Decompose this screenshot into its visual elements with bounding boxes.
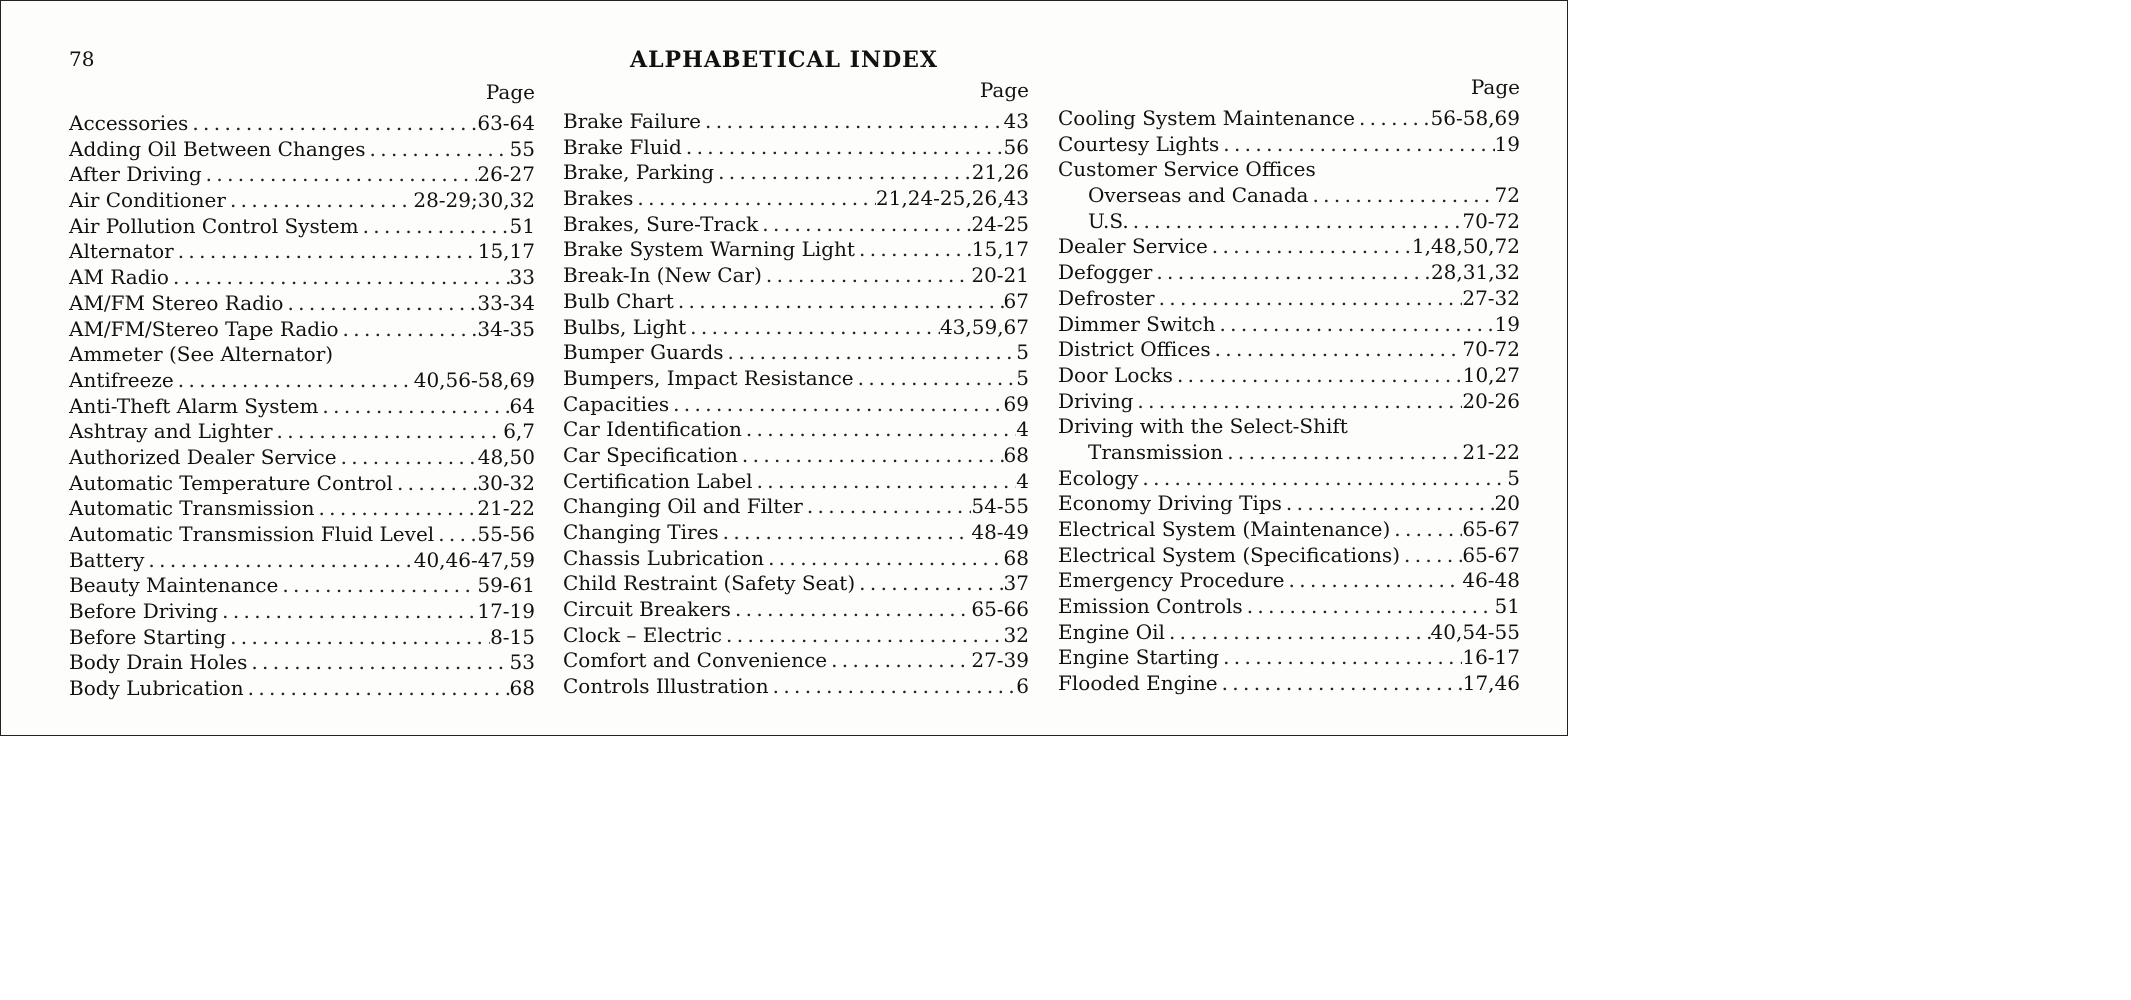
- dot-leader: [283, 291, 477, 317]
- entry-label: Changing Tires: [563, 520, 719, 544]
- dot-leader: [1282, 491, 1495, 517]
- entry-label: Before Driving: [69, 599, 219, 624]
- entry-pages: 59-61: [477, 573, 535, 598]
- entry-pages: 24-25: [971, 211, 1029, 236]
- entry-pages: 43: [1003, 109, 1029, 133]
- entry-label: Changing Oil and Filter: [563, 494, 803, 519]
- entry-label: Air Conditioner: [69, 188, 226, 213]
- dot-leader: [202, 162, 478, 188]
- entry-pages: 5: [1016, 340, 1029, 365]
- entry-label: Economy Driving Tips: [1058, 491, 1282, 516]
- dot-leader: [247, 650, 509, 676]
- entry-pages: 32: [1003, 622, 1029, 647]
- entry-label: Bulb Chart: [563, 288, 674, 313]
- entry-pages: 15,17: [477, 239, 535, 264]
- dot-leader: [1355, 106, 1431, 132]
- entry-label: AM Radio: [69, 265, 169, 290]
- entry-pages: 1,48,50,72: [1411, 234, 1520, 259]
- dot-leader: [1219, 132, 1494, 158]
- entry-pages: 6: [1016, 674, 1029, 699]
- entry-pages: 27-39: [971, 648, 1029, 673]
- index-column-1: [69, 79, 535, 702]
- index-entry: [563, 263, 1029, 289]
- dot-leader: [1308, 183, 1494, 209]
- entry-pages: 46-48: [1462, 568, 1520, 593]
- index-entry: [1058, 414, 1520, 440]
- entry-pages: 53: [509, 650, 535, 675]
- entry-pages: 28-29;30,32: [413, 188, 535, 213]
- entry-label: Automatic Transmission Fluid Level: [69, 522, 435, 546]
- entry-pages: 20-21: [971, 263, 1029, 288]
- dot-leader: [1129, 209, 1463, 235]
- page-number: 78: [69, 47, 95, 71]
- entry-pages: 40,56-58,69: [413, 367, 535, 392]
- entry-label: Brake Fluid: [563, 134, 682, 159]
- entry-label: Door Locks: [1058, 362, 1173, 387]
- entry-label: Brake Failure: [563, 109, 702, 133]
- dot-leader: [738, 443, 1004, 469]
- dot-leader: [1208, 234, 1412, 260]
- entry-label: Clock – Electric: [563, 622, 723, 647]
- dot-leader: [1138, 466, 1507, 492]
- entry-label: Dealer Service: [1058, 234, 1208, 259]
- page-title: ALPHABETICAL INDEX: [630, 47, 938, 73]
- dot-leader: [686, 315, 940, 341]
- dot-leader: [1215, 312, 1494, 338]
- entry-pages: 16-17: [1462, 645, 1520, 670]
- entry-pages: 21-22: [477, 496, 535, 521]
- entry-label: Brakes, Sure-Track: [563, 211, 759, 236]
- dot-leader: [1133, 389, 1462, 415]
- index-entry: [69, 650, 535, 676]
- entry-label: Ecology: [1058, 465, 1139, 490]
- entry-pages: 72: [1494, 183, 1520, 208]
- dot-leader: [764, 546, 1003, 572]
- entry-label: Defroster: [1058, 285, 1155, 310]
- entry-label: Beauty Maintenance: [69, 573, 279, 598]
- dot-leader: [339, 317, 478, 343]
- entry-pages: 68: [1003, 442, 1029, 467]
- dot-leader: [278, 573, 477, 599]
- entry-label: Driving: [1058, 388, 1134, 413]
- index-entry: [1058, 286, 1520, 312]
- entry-pages: 17-19: [477, 599, 535, 624]
- index-entry: [69, 265, 535, 291]
- index-entry: [563, 520, 1029, 546]
- entry-pages: 21,24-25,26,43: [875, 186, 1029, 211]
- entry-label: Chassis Lubrication: [563, 545, 765, 570]
- index-entry: [1058, 389, 1520, 415]
- index-entry: [69, 111, 535, 137]
- dot-leader: [731, 597, 971, 623]
- entry-label: Antifreeze: [69, 367, 174, 392]
- entry-label: AM/FM/Stereo Tape Radio: [69, 316, 339, 341]
- entry-pages: 34-35: [477, 316, 535, 341]
- entry-label: Authorized Dealer Service: [69, 444, 337, 469]
- entry-pages: 54-55: [971, 494, 1029, 519]
- entry-label: Transmission: [1088, 439, 1224, 464]
- entry-pages: 21-22: [1462, 439, 1520, 464]
- dot-leader: [855, 237, 972, 263]
- entry-label: Accessories: [69, 111, 189, 135]
- dot-leader: [1165, 620, 1431, 646]
- entry-label: After Driving: [69, 162, 202, 187]
- dot-leader: [1152, 260, 1431, 286]
- index-entry: [563, 212, 1029, 238]
- entry-label: Engine Oil: [1058, 619, 1165, 644]
- entry-pages: 55: [509, 136, 535, 161]
- dot-leader: [174, 368, 414, 394]
- dot-leader: [144, 548, 413, 574]
- entry-label: Anti-Theft Alarm System: [69, 393, 319, 418]
- entry-label: Customer Service Offices: [1058, 157, 1316, 182]
- entry-pages: 27-32: [1462, 285, 1520, 310]
- dot-leader: [393, 471, 477, 497]
- entry-pages: 33: [509, 265, 535, 290]
- entry-label: District Offices: [1058, 337, 1211, 362]
- index-entry: [69, 522, 535, 548]
- index-entry: [69, 676, 535, 702]
- entry-label: Engine Starting: [1058, 645, 1220, 670]
- entry-pages: 55-56: [477, 522, 535, 546]
- dot-leader: [1219, 645, 1462, 671]
- dot-leader: [762, 263, 971, 289]
- dot-leader: [1211, 337, 1463, 363]
- index-entry: [1058, 183, 1520, 209]
- entry-label: Electrical System (Maintenance): [1058, 517, 1391, 541]
- index-entry: [1058, 620, 1520, 646]
- entry-pages: 20: [1494, 491, 1520, 516]
- dot-leader: [1285, 568, 1463, 594]
- entry-label: Bumper Guards: [563, 340, 724, 365]
- entry-label: Brake, Parking: [563, 160, 715, 185]
- entry-label: U.S.: [1088, 208, 1129, 233]
- index-entry: [563, 571, 1029, 597]
- dot-leader: [827, 648, 971, 674]
- dot-leader: [1400, 543, 1462, 569]
- index-entry: [1058, 234, 1520, 260]
- index-entry: [1058, 157, 1520, 183]
- index-entry: [1058, 106, 1520, 132]
- entry-label: Body Drain Holes: [69, 650, 248, 675]
- entry-pages: 43,59,67: [939, 314, 1029, 339]
- index-entry: [563, 186, 1029, 212]
- index-entry: [563, 109, 1029, 135]
- dot-leader: [174, 239, 478, 265]
- dot-leader: [1218, 671, 1463, 697]
- entry-label: Child Restraint (Safety Seat): [563, 571, 856, 596]
- entry-pages: 64: [509, 393, 535, 418]
- entry-label: Circuit Breakers: [563, 597, 731, 622]
- index-entry: [69, 599, 535, 625]
- entry-label: AM/FM Stereo Radio: [69, 290, 284, 315]
- entry-label: Alternator: [69, 239, 174, 264]
- entry-label: Automatic Transmission: [69, 496, 315, 521]
- index-entry: [563, 135, 1029, 161]
- entry-pages: 68: [1003, 545, 1029, 570]
- index-entry: [1058, 260, 1520, 286]
- entry-pages: 19: [1494, 311, 1520, 336]
- index-entry: [69, 162, 535, 188]
- index-entry: [1058, 337, 1520, 363]
- entry-label: Car Identification: [563, 417, 742, 442]
- entry-pages: 33-34: [477, 290, 535, 315]
- dot-leader: [803, 494, 972, 520]
- index-entry: [69, 419, 535, 445]
- index-entry: [563, 494, 1029, 520]
- entry-label: Break-In (New Car): [563, 263, 762, 288]
- index-entry: [563, 469, 1029, 495]
- entry-pages: 5: [1507, 465, 1520, 490]
- entry-pages: 20-26: [1462, 388, 1520, 413]
- page-column-header: Page: [979, 78, 1029, 102]
- index-entry: [563, 289, 1029, 315]
- entry-label: Courtesy Lights: [1058, 131, 1220, 156]
- dot-leader: [714, 160, 972, 186]
- dot-leader: [337, 445, 478, 471]
- entry-pages: 67: [1003, 288, 1029, 313]
- dot-leader: [314, 496, 477, 522]
- entry-pages: 37: [1003, 571, 1029, 596]
- entry-pages: 48-49: [971, 520, 1029, 544]
- dot-leader: [226, 188, 413, 214]
- index-entry: [69, 291, 535, 317]
- index-entry: [563, 417, 1029, 443]
- entry-pages: 8-15: [490, 624, 535, 649]
- entry-pages: 15,17: [971, 237, 1029, 262]
- entry-label: Air Pollution Control System: [69, 213, 359, 238]
- entry-label: Defogger: [1058, 260, 1153, 285]
- entry-label: Emission Controls: [1058, 594, 1243, 619]
- dot-leader: [359, 214, 510, 240]
- index-entry: [1058, 517, 1520, 543]
- entry-label: Bulbs, Light: [563, 314, 687, 339]
- index-entry: [69, 317, 535, 343]
- index-entries: [1058, 106, 1520, 697]
- entry-label: Car Specification: [563, 442, 738, 467]
- index-entry: [563, 392, 1029, 418]
- entry-pages: 4: [1016, 417, 1029, 442]
- entry-label: Certification Label: [563, 468, 753, 493]
- dot-leader: [669, 392, 1003, 418]
- index-entry: [69, 239, 535, 265]
- dot-leader: [273, 419, 504, 445]
- dot-leader: [722, 623, 1004, 649]
- entry-label: Before Starting: [69, 624, 227, 649]
- entry-pages: 70-72: [1462, 337, 1520, 362]
- dot-leader: [1223, 440, 1462, 466]
- index-entry: [1058, 440, 1520, 466]
- dot-leader: [701, 109, 1004, 135]
- entry-pages: 69: [1003, 391, 1029, 416]
- index-entry: [563, 648, 1029, 674]
- dot-leader: [753, 469, 1017, 495]
- entry-label: Brake System Warning Light: [563, 237, 855, 262]
- index-entry: [69, 394, 535, 420]
- index-entry: [69, 368, 535, 394]
- entry-label: Ashtray and Lighter: [69, 419, 273, 444]
- index-entry: [563, 160, 1029, 186]
- entry-label: Adding Oil Between Changes: [69, 136, 366, 161]
- index-entry: [69, 188, 535, 214]
- index-entry: [1058, 491, 1520, 517]
- entry-pages: 48,50: [477, 444, 535, 469]
- entry-pages: 63-64: [477, 111, 535, 135]
- dot-leader: [742, 417, 1016, 443]
- entry-label: Controls Illustration: [563, 674, 769, 699]
- dot-leader: [719, 520, 972, 546]
- entry-pages: 65-67: [1462, 517, 1520, 541]
- index-entry: [563, 674, 1029, 700]
- index-entry: [1058, 312, 1520, 338]
- index-entry: [563, 366, 1029, 392]
- index-entry: [1058, 645, 1520, 671]
- index-entries: [69, 111, 535, 702]
- entry-label: Overseas and Canada: [1088, 183, 1309, 208]
- dot-leader: [854, 366, 1017, 392]
- dot-leader: [855, 571, 1003, 597]
- dot-leader: [318, 394, 509, 420]
- entry-label: Ammeter (See Alternator): [69, 342, 334, 367]
- entry-label: Body Lubrication: [69, 676, 244, 701]
- index-entry: [1058, 132, 1520, 158]
- index-entry: [69, 137, 535, 163]
- entry-pages: 30-32: [477, 470, 535, 495]
- entry-pages: 65-66: [971, 597, 1029, 622]
- entry-pages: 28,31,32: [1430, 260, 1520, 285]
- index-entry: [563, 237, 1029, 263]
- index-entry: [69, 573, 535, 599]
- dot-leader: [434, 522, 477, 548]
- index-entry: [1058, 671, 1520, 697]
- index-entry: [1058, 594, 1520, 620]
- dot-leader: [724, 340, 1017, 366]
- index-entry: [1058, 543, 1520, 569]
- dot-leader: [188, 111, 477, 137]
- dot-leader: [758, 212, 971, 238]
- index-entry: [563, 597, 1029, 623]
- entry-label: Comfort and Convenience: [563, 648, 828, 673]
- entry-pages: 17,46: [1462, 671, 1520, 696]
- entry-pages: 40,54-55: [1430, 619, 1520, 644]
- index-entry: [563, 315, 1029, 341]
- entry-label: Emergency Procedure: [1058, 568, 1285, 593]
- dot-leader: [769, 674, 1017, 700]
- entry-label: Flooded Engine: [1058, 671, 1218, 696]
- dot-leader: [682, 135, 1004, 161]
- dot-leader: [1390, 517, 1462, 543]
- entry-pages: 19: [1494, 131, 1520, 156]
- dot-leader: [366, 137, 510, 163]
- entry-pages: 65-67: [1462, 542, 1520, 567]
- index-entry: [1058, 466, 1520, 492]
- index-entry: [69, 625, 535, 651]
- dot-leader: [633, 186, 876, 212]
- entry-pages: 56-58,69: [1430, 106, 1520, 130]
- entry-pages: 4: [1016, 468, 1029, 493]
- dot-leader: [244, 676, 510, 702]
- entry-label: Bumpers, Impact Resistance: [563, 365, 854, 390]
- index-entry: [69, 471, 535, 497]
- index-entry: [69, 214, 535, 240]
- index-entry: [69, 445, 535, 471]
- entry-label: Electrical System (Specifications): [1058, 542, 1400, 567]
- index-entry: [563, 443, 1029, 469]
- entry-label: Cooling System Maintenance: [1058, 106, 1355, 130]
- entry-pages: 51: [1494, 594, 1520, 619]
- index-column-3: [1058, 74, 1520, 697]
- entry-label: Dimmer Switch: [1058, 311, 1216, 336]
- index-entry: [69, 548, 535, 574]
- index-entry: [1058, 209, 1520, 235]
- entry-pages: 5: [1016, 365, 1029, 390]
- dot-leader: [226, 625, 490, 651]
- entry-pages: 6,7: [503, 419, 535, 444]
- entry-pages: 10,27: [1462, 362, 1520, 387]
- entry-pages: 70-72: [1462, 208, 1520, 233]
- index-entries: [563, 109, 1029, 700]
- dot-leader: [674, 289, 1004, 315]
- entry-label: Brakes: [563, 186, 634, 211]
- entry-label: Driving with the Select-Shift: [1058, 414, 1348, 439]
- entry-pages: 21,26: [971, 160, 1029, 185]
- index-entry: [1058, 363, 1520, 389]
- entry-label: Capacities: [563, 391, 670, 416]
- page-column-header: Page: [1470, 75, 1520, 99]
- page-column-header: Page: [485, 80, 535, 104]
- index-entry: [563, 340, 1029, 366]
- index-entry: [563, 623, 1029, 649]
- dot-leader: [169, 265, 510, 291]
- entry-pages: 56: [1003, 134, 1029, 159]
- dot-leader: [218, 599, 477, 625]
- entry-pages: 68: [509, 676, 535, 701]
- index-entry: [1058, 568, 1520, 594]
- dot-leader: [1173, 363, 1463, 389]
- index-entry: [69, 496, 535, 522]
- dot-leader: [1155, 286, 1463, 312]
- entry-pages: 40,46-47,59: [413, 547, 535, 572]
- entry-label: Automatic Temperature Control: [69, 470, 393, 495]
- entry-label: Battery: [69, 547, 145, 572]
- dot-leader: [1243, 594, 1495, 620]
- entry-pages: 26-27: [477, 162, 535, 187]
- index-column-2: [563, 77, 1029, 700]
- index-entry: [69, 342, 535, 368]
- entry-pages: 51: [509, 213, 535, 238]
- index-entry: [563, 546, 1029, 572]
